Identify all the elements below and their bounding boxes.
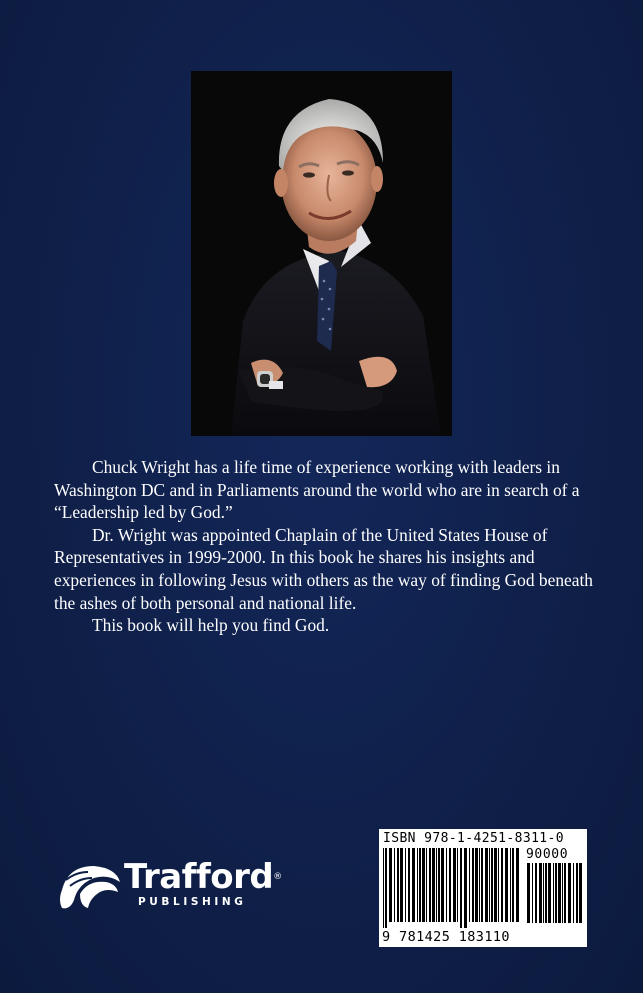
barcode-bar [505, 848, 508, 922]
author-portrait [191, 71, 452, 436]
barcode-bar [441, 848, 444, 922]
barcode-bar [417, 848, 418, 922]
barcode-bar [485, 848, 488, 922]
barcode-bar [491, 848, 493, 922]
back-cover-blurb [54, 456, 614, 637]
barcode-bar [510, 848, 511, 922]
author-portrait-image [191, 71, 452, 436]
barcode-bar [394, 848, 395, 922]
blurb-paragraph-2: Dr. Wright was appointed Chaplain of the United States House of Representatives in 1999-2000. In this book he shares his insights and experiences in following Jesus with others as the way of finding God beneath the ashes of both personal and national life. [54, 524, 593, 613]
isbn-barcode [379, 829, 587, 947]
barcode-bar [539, 863, 542, 923]
barcode-bar [438, 848, 440, 922]
barcode-bar [422, 848, 425, 922]
trafford-wave-logo-icon [58, 860, 124, 914]
publisher-logo [58, 856, 308, 918]
barcode-bar [558, 863, 561, 923]
barcode-bar [568, 863, 571, 923]
barcode-bar [573, 863, 574, 923]
isbn-label: ISBN 978-1-4251-8311-0 [383, 831, 564, 846]
barcode-bar [397, 848, 399, 922]
barcode-bar [481, 848, 483, 922]
publisher-tagline: PUBLISHING [138, 896, 247, 908]
barcode-bar [389, 848, 392, 922]
barcode-bar [527, 863, 530, 923]
publisher-name [124, 858, 282, 896]
barcode-bar [449, 848, 451, 922]
barcode-bar [400, 848, 403, 922]
barcode-bar [385, 848, 387, 928]
barcode-bar [564, 863, 566, 923]
barcode-main-bars [383, 848, 521, 928]
barcode-bar [436, 848, 437, 922]
barcode-bar [460, 848, 462, 928]
barcode-bar [408, 848, 410, 922]
barcode-bar [479, 848, 480, 922]
barcode-addon-price: 90000 [526, 847, 569, 862]
barcode-bar [446, 848, 447, 922]
barcode-bar [512, 848, 514, 922]
barcode-bar [543, 863, 544, 923]
barcode-bar [548, 863, 551, 923]
barcode-bar [532, 863, 533, 923]
blurb-paragraph-1: Chuck Wright has a life time of experience working with leaders in Washington DC and in Parliaments around the world who are in search of a “Leadership led by God.” [54, 457, 580, 523]
barcode-bar [516, 848, 519, 922]
barcode-digits: 9 781425 183110 [382, 929, 510, 945]
barcode-bar [494, 848, 497, 922]
barcode-bar [405, 848, 406, 922]
barcode-bar [562, 863, 563, 923]
barcode-bar [555, 863, 557, 923]
barcode-bar [426, 848, 427, 922]
barcode-bar [464, 848, 467, 928]
barcode-bar [457, 848, 458, 922]
barcode-bar [419, 848, 421, 922]
barcode-bar [472, 848, 474, 922]
barcode-bar [429, 848, 431, 922]
barcode-bar [453, 848, 456, 922]
registered-mark: ® [273, 872, 282, 882]
barcode-bar [475, 848, 478, 922]
barcode-bar [553, 863, 554, 923]
barcode-bar [498, 848, 499, 922]
barcode-bar [432, 848, 435, 922]
barcode-addon-bars [527, 863, 583, 929]
barcode-bar [501, 848, 503, 922]
barcode-bar [545, 863, 547, 923]
publisher-name-text: Trafford [124, 857, 274, 897]
barcode-bar [469, 848, 470, 922]
barcode-bar [489, 848, 490, 922]
blurb-paragraph-3: This book will help you find God. [92, 615, 330, 636]
barcode-bar [576, 863, 578, 923]
barcode-bar [535, 863, 537, 923]
barcode-bar [412, 848, 415, 922]
barcode-bar [383, 848, 384, 928]
barcode-bar [579, 863, 582, 923]
